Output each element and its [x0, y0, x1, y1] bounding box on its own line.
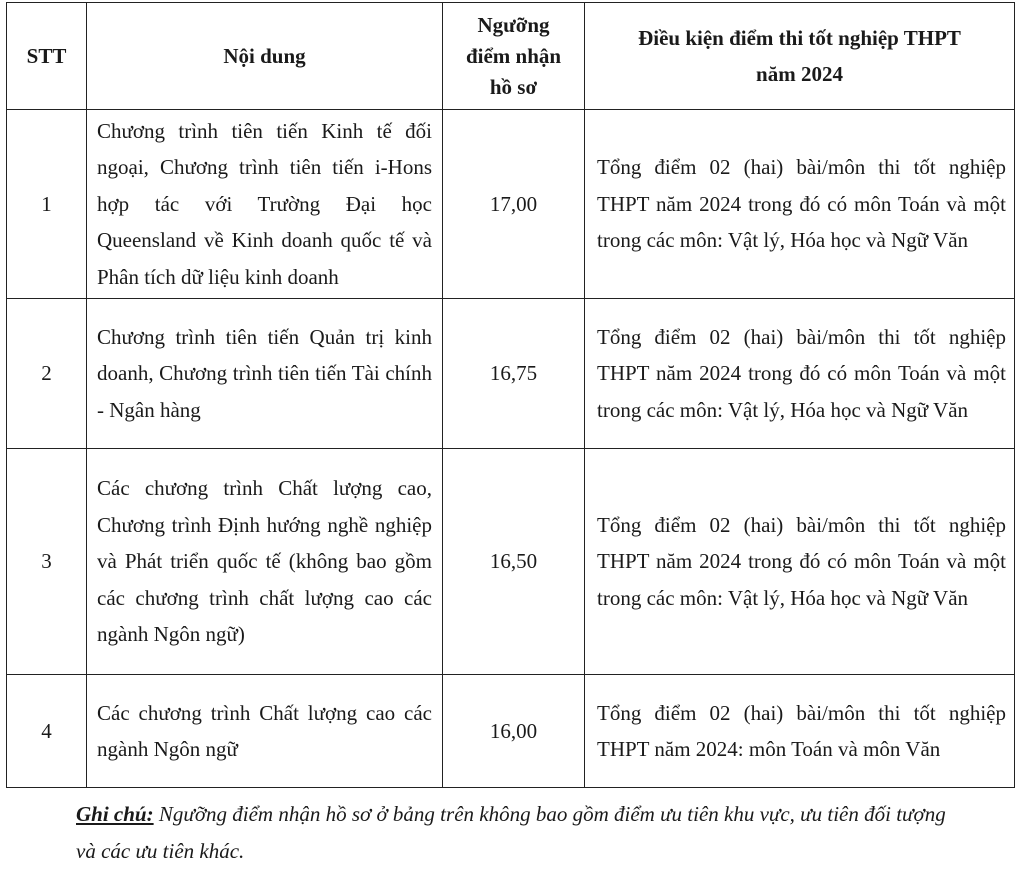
header-condition-line2: năm 2024	[756, 62, 843, 86]
footnote-label: Ghi chú:	[76, 802, 154, 826]
header-score-line3: hồ sơ	[489, 74, 538, 99]
row-condition: Tổng điểm 02 (hai) bài/môn thi tốt nghiệp THPT năm 2024 trong đó có môn Toán và một trong các môn: Vật lý, Hóa học và Ngữ Văn	[585, 110, 1015, 299]
row-score: 16,00	[443, 675, 585, 788]
header-condition	[585, 3, 1015, 110]
row-content: Chương trình tiên tiến Quản trị kinh doanh, Chương trình tiên tiến Tài chính - Ngân hàng	[87, 299, 443, 449]
row-stt: 3	[7, 449, 87, 675]
row-content: Các chương trình Chất lượng cao các ngành Ngôn ngữ	[87, 675, 443, 788]
footnote-text: Ngưỡng điểm nhận hồ sơ ở bảng trên không bao gồm điểm ưu tiên khu vực, ưu tiên đối tượng và các ưu tiên khác.	[76, 802, 946, 863]
header-condition-line1: Điều kiện điểm thi tốt nghiệp THPT	[638, 26, 961, 50]
row-score: 16,75	[443, 299, 585, 449]
header-stt: STT	[7, 3, 87, 110]
admission-threshold-table	[6, 2, 1015, 788]
header-score-line2: điểm nhận	[465, 43, 562, 68]
table-row	[7, 449, 1015, 675]
table-row	[7, 675, 1015, 788]
row-content: Các chương trình Chất lượng cao, Chương trình Định hướng nghề nghiệp và Phát triển quốc tế (không bao gồm các chương trình chất lượng cao các ngành Ngôn ngữ)	[87, 449, 443, 675]
header-score-line1: Ngưỡng	[477, 12, 550, 37]
row-condition: Tổng điểm 02 (hai) bài/môn thi tốt nghiệp THPT năm 2024 trong đó có môn Toán và một trong các môn: Vật lý, Hóa học và Ngữ Văn	[585, 299, 1015, 449]
row-stt: 4	[7, 675, 87, 788]
row-condition: Tổng điểm 02 (hai) bài/môn thi tốt nghiệp THPT năm 2024 trong đó có môn Toán và một trong các môn: Vật lý, Hóa học và Ngữ Văn	[585, 449, 1015, 675]
header-score	[443, 3, 585, 110]
table-row	[7, 110, 1015, 299]
row-condition: Tổng điểm 02 (hai) bài/môn thi tốt nghiệp THPT năm 2024: môn Toán và môn Văn	[585, 675, 1015, 788]
row-content: Chương trình tiên tiến Kinh tế đối ngoại, Chương trình tiên tiến i-Hons hợp tác với Trường Đại học Queensland về Kinh doanh quốc tế và Phân tích dữ liệu kinh doanh	[87, 110, 443, 299]
row-stt: 2	[7, 299, 87, 449]
header-content: Nội dung	[87, 3, 443, 110]
table-row	[7, 299, 1015, 449]
row-score: 16,50	[443, 449, 585, 675]
row-stt: 1	[7, 110, 87, 299]
footnote	[76, 796, 956, 870]
row-score: 17,00	[443, 110, 585, 299]
table-header-row	[7, 3, 1015, 110]
